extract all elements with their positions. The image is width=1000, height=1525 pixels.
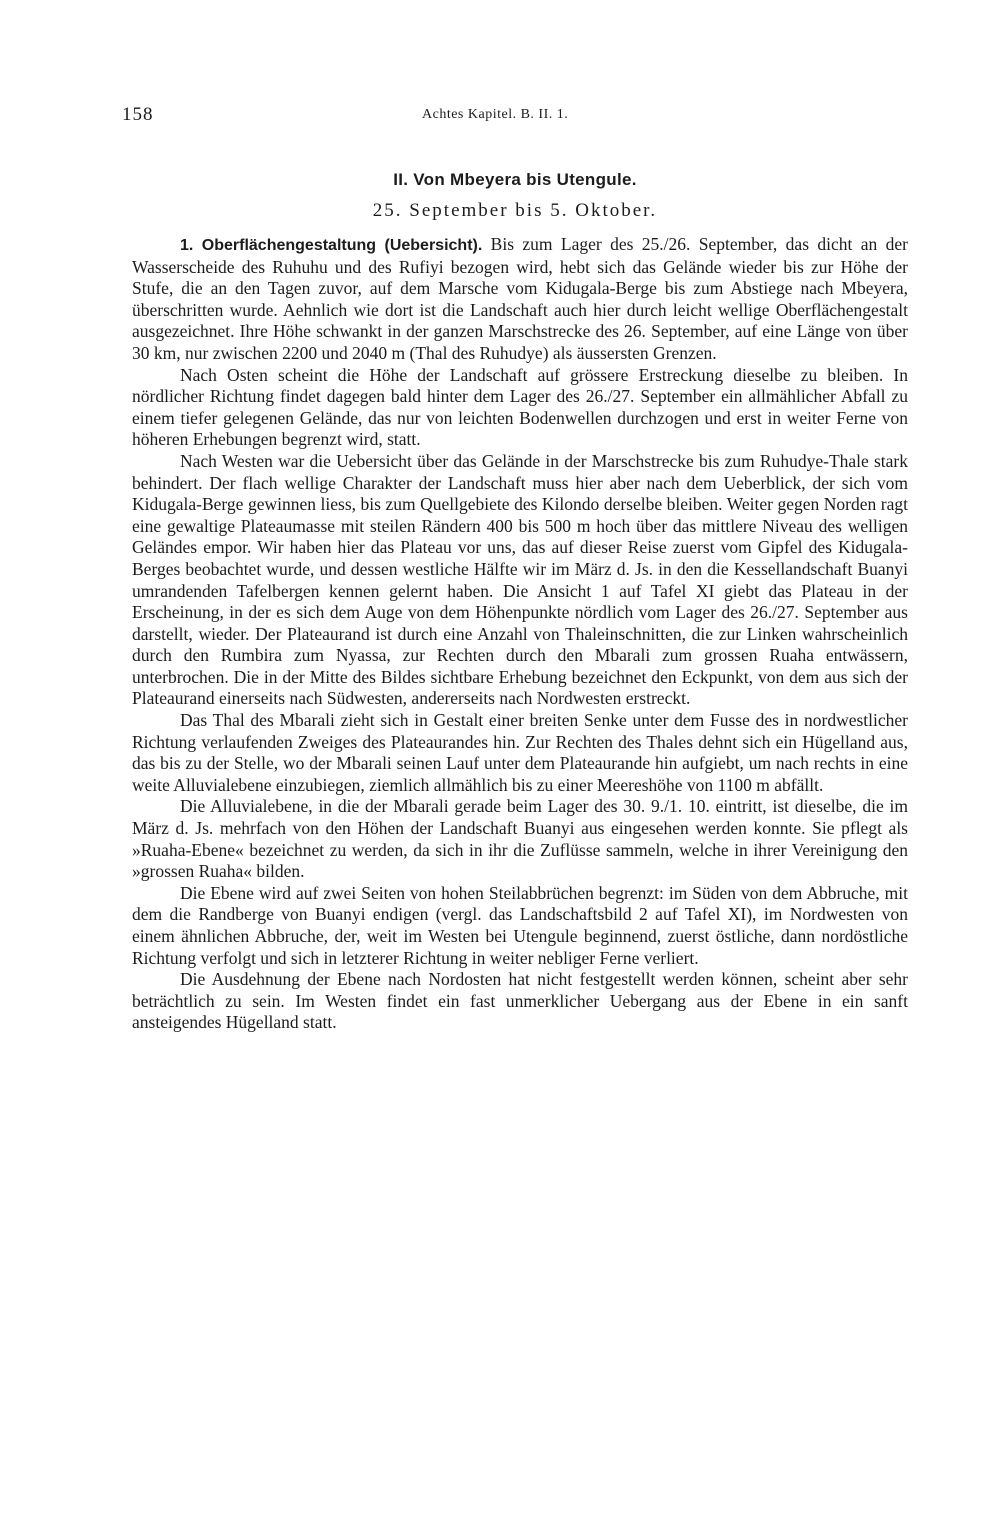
section-title: II. Von Mbeyera bis Utengule.: [393, 170, 637, 189]
section-dates: 25. September bis 5. Oktober.: [372, 200, 658, 221]
paragraph-1-text: Bis zum Lager des 25./26. September, das dicht an der Wasserscheide des Ruhuhu und des Rufiyi bezogen wird, hebt sich das Gelände wieder bis zur Höhe der Stufe, die an den Tagen zuvor, auf dem Marsche vom Kidugala-Berge bis zum Abstiege nach Mbeyera, überschritten wurde. Aehnlich wie dort ist die Landschaft auch hier durch leicht wellige Oberflächengestalt ausgezeichnet. Ihre Höhe schwankt in der ganzen Marschstrecke des 26. September, auf eine Länge von über 30 km, nur zwischen 2200 und 2040 m (Thal des Ruhudye) als äussersten Grenzen.: [132, 234, 908, 363]
paragraph-3: Nach Westen war die Uebersicht über das Gelände in der Marschstrecke bis zum Ruhudye-Thale stark behindert. Der flach wellige Charakter der Landschaft muss hier aber nach dem Ueberblick, der sich vom Kidugala-Berge gewinnen liess, bis zum Quellgebiete des Kilondo derselbe bleiben. Weiter gegen Norden ragt eine gewaltige Plateaumasse mit steilen Rändern 400 bis 500 m hoch über das mittlere Niveau des welligen Geländes empor. Wir haben hier das Plateau vor uns, das auf dieser Reise zuerst vom Gipfel des Kidugala-Berges beobachtet wurde, und dessen westliche Hälfte wir im März d. Js. in den die Kessellandschaft Buanyi umrandenden Tafelbergen kennen gelernt haben. Die Ansicht 1 auf Tafel XI giebt das Plateau in der Erscheinung, in der es sich dem Auge von dem Höhenpunkte nördlich vom Lager des 26./27. September aus darstellt, wieder. Der Plateaurand ist durch eine Anzahl von Thaleinschnitten, die zur Linken wahrscheinlich durch den Rumbira zum Nyassa, zur Rechten durch den Mbarali zum grossen Ruaha entwässern, unterbrochen. Die in der Mitte des Bildes sichtbare Erhebung bezeichnet den Eckpunkt, von dem aus sich der Plateaurand einerseits nach Südwesten, andererseits nach Nordwesten erstreckt.: [132, 450, 908, 709]
body-text: [132, 234, 908, 1034]
paragraph-5: Die Alluvialebene, in die der Mbarali gerade beim Lager des 30. 9./1. 10. eintritt, ist dieselbe, die im März d. Js. mehrfach von den Höhen der Landschaft Buanyi aus eingesehen werden konnte. Sie pflegt als »Ruaha-Ebene« bezeichnet zu werden, da sich in ihr die Zuflüsse sammeln, welche in ihrer Vereinigung den »grossen Ruaha« bilden.: [132, 796, 908, 882]
paragraph-2: Nach Osten scheint die Höhe der Landschaft auf grössere Erstreckung dieselbe zu bleiben. In nördlicher Richtung findet dagegen bald hinter dem Lager des 26./27. September ein allmählicher Abfall zu einem tiefer gelegenen Gelände, das nur von leichten Bodenwellen durchzogen und erst in weiter Ferne von höheren Erhebungen begrenzt wird, statt.: [132, 364, 908, 450]
paragraph-4: Das Thal des Mbarali zieht sich in Gestalt einer breiten Senke unter dem Fusse des in nordwestlicher Richtung verlaufenden Zweiges des Plateaurandes hin. Zur Rechten des Thales dehnt sich ein Hügelland aus, das bis zu der Stelle, wo der Mbarali seinen Lauf unter dem Plateaurande hin aufgiebt, um nach rechts in eine weite Alluvialebene einzubiegen, ziemlich allmählich bis zu einer Meereshöhe von 1100 m abfällt.: [132, 710, 908, 795]
paragraph-6: Die Ebene wird auf zwei Seiten von hohen Steilabbrüchen begrenzt: im Süden von dem Abbruche, mit dem die Randberge von Buanyi endigen (vergl. das Landschaftsbild 2 auf Tafel XI), im Nordwesten von einem ähnlichen Abbruche, der, weit im Westen bei Utengule beginnend, zuerst östliche, dann nordöstliche Richtung verfolgt und sich in letzterer Richtung in weiter nebliger Ferne verliert.: [132, 882, 908, 968]
paragraph-1: [132, 234, 908, 365]
subsection-heading: 1. Oberflächengestaltung (Uebersicht).: [180, 237, 483, 254]
running-head: Achtes Kapitel. B. II. 1.: [422, 107, 569, 122]
paragraph-7: Die Ausdehnung der Ebene nach Nordosten hat nicht festgestellt werden können, scheint aber sehr beträchtlich zu sein. Im Westen findet ein fast unmerklicher Uebergang aus der Ebene in ein sanft ansteigendes Hügelland statt.: [132, 969, 908, 1033]
page-number: 158: [122, 104, 154, 125]
